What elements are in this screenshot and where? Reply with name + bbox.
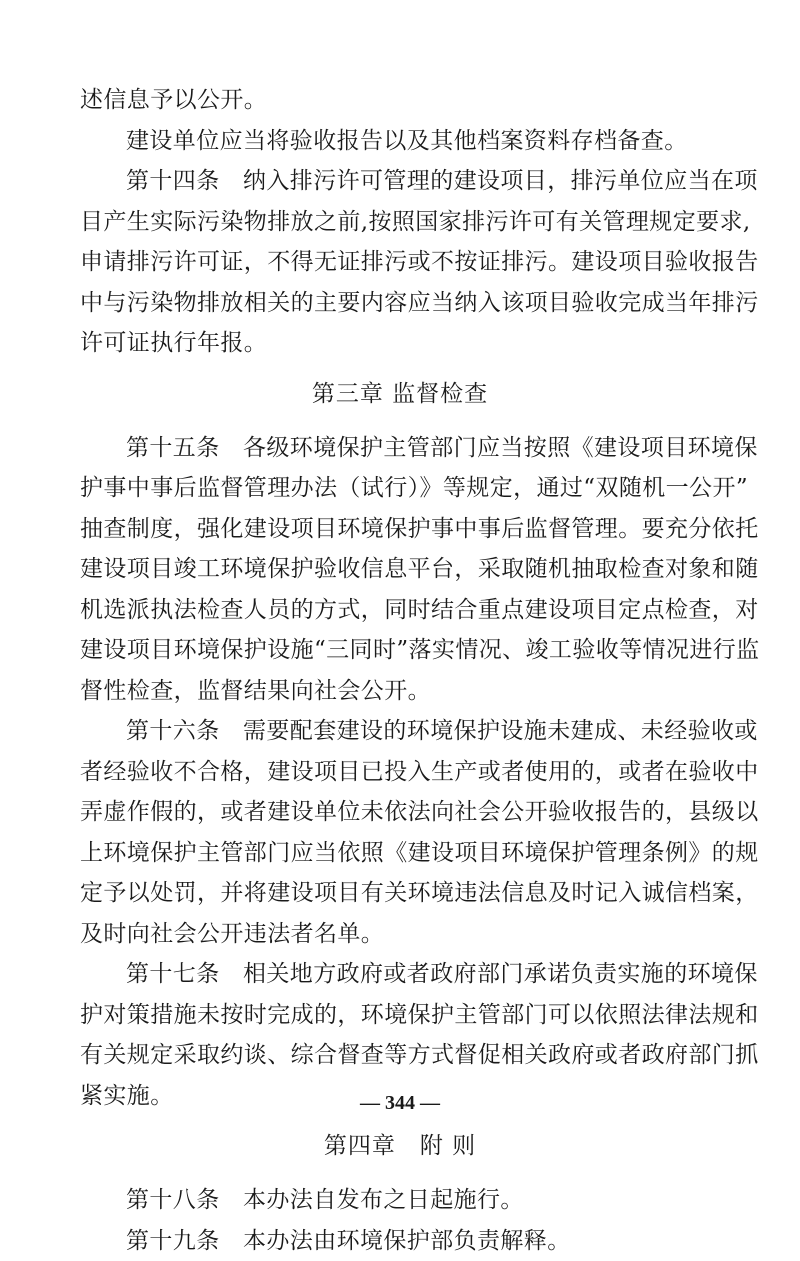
text-line: 述信息予以公开。 xyxy=(80,80,720,121)
article-14 xyxy=(80,161,720,364)
article-16 xyxy=(80,711,720,954)
text-line: 建设单位应当将验收报告以及其他档案资料存档备查。 xyxy=(80,121,720,162)
chapter-3-heading: 第三章 监督检查 xyxy=(80,374,720,414)
text-line: 建设项目环境保护设施“三同时”落实情况、竣工验收等情况进行监 xyxy=(80,630,720,671)
text-line: 者经验收不合格，建设项目已投入生产或者使用的，或者在验收中 xyxy=(80,752,720,793)
text-line: 及时向社会公开违法者名单。 xyxy=(80,914,720,955)
text-line: 第十七条 相关地方政府或者政府部门承诺负责实施的环境保 xyxy=(80,954,720,995)
text-line: 紧实施。 xyxy=(80,1076,720,1117)
text-line: 机选派执法检查人员的方式，同时结合重点建设项目定点检查，对 xyxy=(80,590,720,631)
text-line: 第十五条 各级环境保护主管部门应当按照《建设项目环境保 xyxy=(80,428,720,469)
text-line: 有关规定采取约谈、综合督查等方式督促相关政府或者政府部门抓 xyxy=(80,1035,720,1076)
text-line: 第十九条 本办法由环境保护部负责解释。 xyxy=(80,1221,720,1261)
text-line: 护对策措施未按时完成的，环境保护主管部门可以依照法律法规和 xyxy=(80,995,720,1036)
text-line: 第十八条 本办法自发布之日起施行。 xyxy=(80,1180,720,1221)
chapter-4-heading: 第四章 附 则 xyxy=(80,1126,720,1166)
archive-paragraph xyxy=(80,121,720,162)
text-line: 第十四条 纳入排污许可管理的建设项目，排污单位应当在项 xyxy=(80,161,720,202)
text-line: 护事中事后监督管理办法（试行）》等规定，通过“双随机一公开” xyxy=(80,468,720,509)
text-line: 目产生实际污染物排放之前,按照国家排污许可有关管理规定要求, xyxy=(80,202,720,243)
text-line: 申请排污许可证，不得无证排污或不按证排污。建设项目验收报告 xyxy=(80,242,720,283)
text-line: 上环境保护主管部门应当依照《建设项目环境保护管理条例》的规 xyxy=(80,833,720,874)
text-line: 第十六条 需要配套建设的环境保护设施未建成、未经验收或 xyxy=(80,711,720,752)
text-line: 中与污染物排放相关的主要内容应当纳入该项目验收完成当年排污 xyxy=(80,283,720,324)
article-19 xyxy=(80,1221,720,1261)
text-line: 督性检查，监督结果向社会公开。 xyxy=(80,671,720,712)
page-number: — 344 — xyxy=(0,1092,800,1115)
text-line: 许可证执行年报。 xyxy=(80,323,720,364)
text-line: 弄虚作假的，或者建设单位未依法向社会公开验收报告的，县级以 xyxy=(80,792,720,833)
text-line: 建设项目竣工环境保护验收信息平台，采取随机抽取检查对象和随 xyxy=(80,549,720,590)
continuation-paragraph xyxy=(80,80,720,121)
text-line: 定予以处罚，并将建设项目有关环境违法信息及时记入诚信档案， xyxy=(80,873,720,914)
article-18 xyxy=(80,1180,720,1221)
document-page xyxy=(80,80,720,1261)
text-line: 抽查制度，强化建设项目环境保护事中事后监督管理。要充分依托 xyxy=(80,509,720,550)
article-15 xyxy=(80,428,720,712)
